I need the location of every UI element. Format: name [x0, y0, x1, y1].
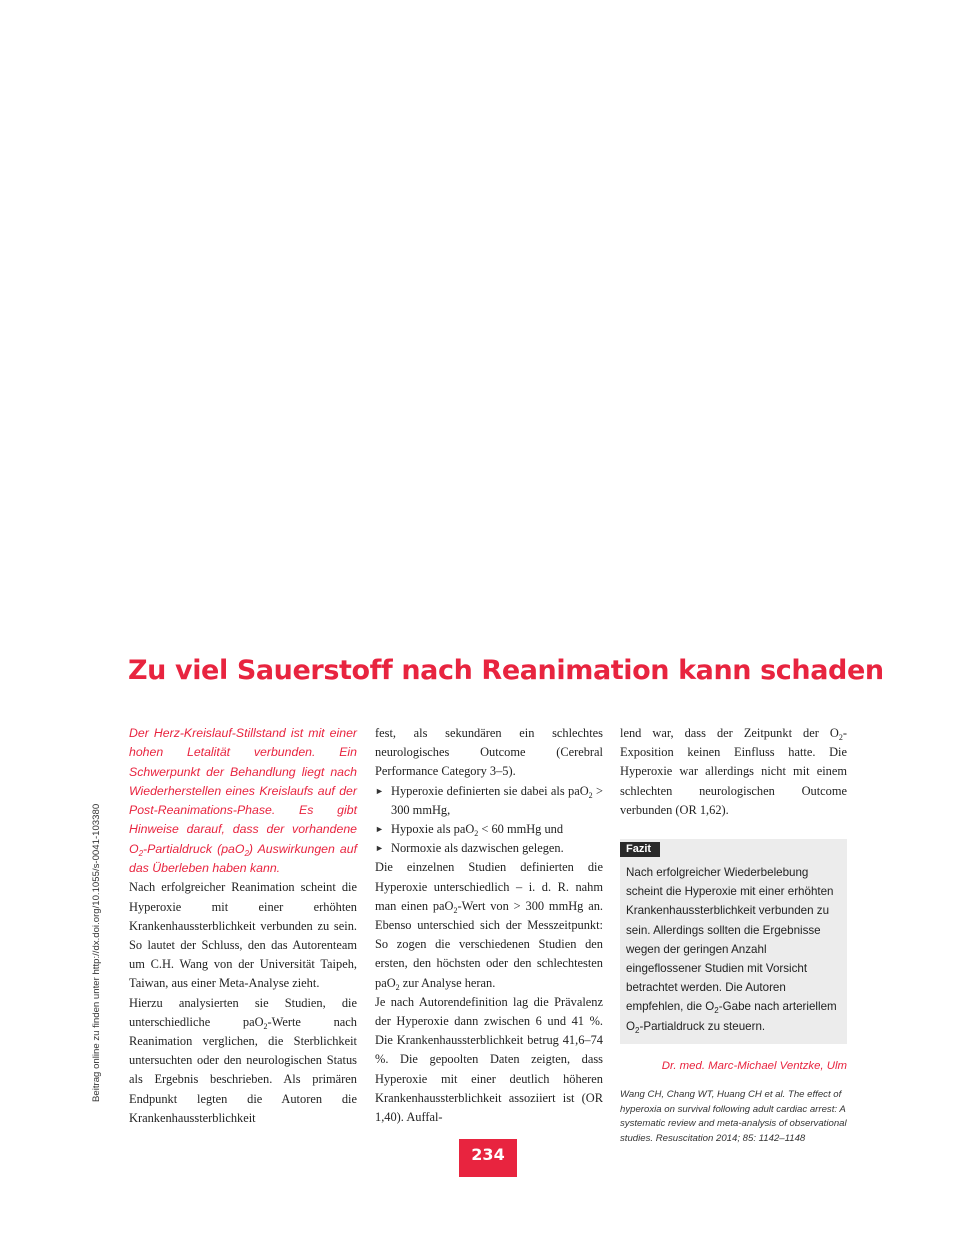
bullet-arrow-icon: ► — [375, 785, 384, 796]
list-item: ► Hyperoxie definierten sie dabei als paO$_2$ > 300 mmHg, — [375, 783, 603, 817]
fazit-text: Nach erfolgreicher Wiederbelebung scheint die Hyperoxie mit einer erhöhten Krankenhaussterblichkeit verbunden zu sein. Allerdings sollten die Ergebnisse wegen der geringen Anzahl eingeflossener Studien mit Vorsicht betrachtet werden. Die Autoren empfehlen, die $O_2$-Gabe nach arteriellem $O_2$-Partialdruck zu steuern. — [626, 866, 837, 1035]
column-1 — [129, 724, 357, 1128]
lead-paragraph: Der Herz-Kreislauf-Stillstand ist mit einer hohen Letalität verbunden. Ein Schwerpunkt der Behandlung liegt nach Wiederherstellen eines Kreislaufs auf der Post-Reanimations-Phase. Es gibt Hinweise darauf, dass der vorhandene $O_2$-Partialdruck (paO$_2$) Auswirkungen auf das Überleben haben kann. — [129, 726, 357, 876]
bullet-arrow-icon: ► — [375, 824, 384, 835]
body-paragraph: Die einzelnen Studien definierten die Hyperoxie unterschiedlich – i. d. R. nahm man einen paO$_2$-Wert von > 300 mmHg an. Ebenso unterschied sich der Messzeitpunkt: So zogen die verschiedenen Studien den ersten, den höchsten oder den schlechtesten paO$_2$ zur Analyse heran. — [375, 860, 603, 992]
definition-list — [375, 782, 603, 859]
doi-side-note: Beitrag online zu finden unter http://dx.doi.org/10.1055/s-0041-103380 — [91, 803, 102, 1102]
fazit-label: Fazit — [620, 842, 660, 857]
page-number-badge: 234 — [459, 1139, 517, 1177]
fazit-box — [620, 839, 847, 1044]
article-title: Zu viel Sauerstoff nach Reanimation kann schaden — [128, 655, 884, 686]
body-paragraph: Nach erfolgreicher Reanimation scheint die Hyperoxie mit einer erhöhten Krankenhaussterblichkeit verbunden zu sein. So lautet der Schluss, den das Autorenteam um C.H. Wang von der Universität Taipeh, Taiwan, aus einer Meta-Analyse zieht. — [129, 880, 357, 991]
body-paragraph: Je nach Autorendefinition lag die Prävalenz der Hyperoxie dann zwischen 6 und 41 %. Die Krankenhaussterblichkeit betrug 41,6–74 %. Die gepoolten Daten zeigten, dass Hyperoxie mit einer deutlich höheren Krankenhaussterblichkeit assoziiert ist (OR 1,40). Auffal- — [375, 994, 603, 1125]
column-3 — [620, 724, 847, 1146]
body-paragraph: lend war, dass der Zeitpunkt der $O_2$-Exposition keinen Einfluss hatte. Die Hyperoxie war allerdings nicht mit einem schlechten neurologischen Outcome verbunden (OR 1,62). — [620, 726, 847, 817]
body-paragraph: Hierzu analysierten sie Studien, die unterschiedliche paO$_2$-Werte nach Reanimation verglichen, die Sterblichkeit untersuchten oder den neurologischen Status als Ergebnis beschrieben. Als primären Endpunkt legten die Autoren die Krankenhaussterblichkeit — [129, 995, 358, 1125]
author-signature: Dr. med. Marc-Michael Ventzke, Ulm — [661, 1059, 847, 1072]
citation-reference: Wang CH, Chang WT, Huang CH et al. The effect of hyperoxia on survival following adult cardiac arrest: A systematic review and meta-analysis of observational studies. Resuscitation 2014; 85: 1142–1148 — [620, 1089, 847, 1144]
column-2 — [375, 724, 603, 1127]
list-item: ► Hypoxie als paO$_2$ < 60 mmHg und — [375, 822, 564, 839]
body-paragraph: fest, als sekundären ein schlechtes neurologisches Outcome (Cerebral Performance Category 3–5). — [375, 726, 603, 779]
list-item: ► Normoxie als dazwischen gelegen. — [375, 839, 603, 858]
bullet-arrow-icon: ► — [375, 843, 384, 854]
